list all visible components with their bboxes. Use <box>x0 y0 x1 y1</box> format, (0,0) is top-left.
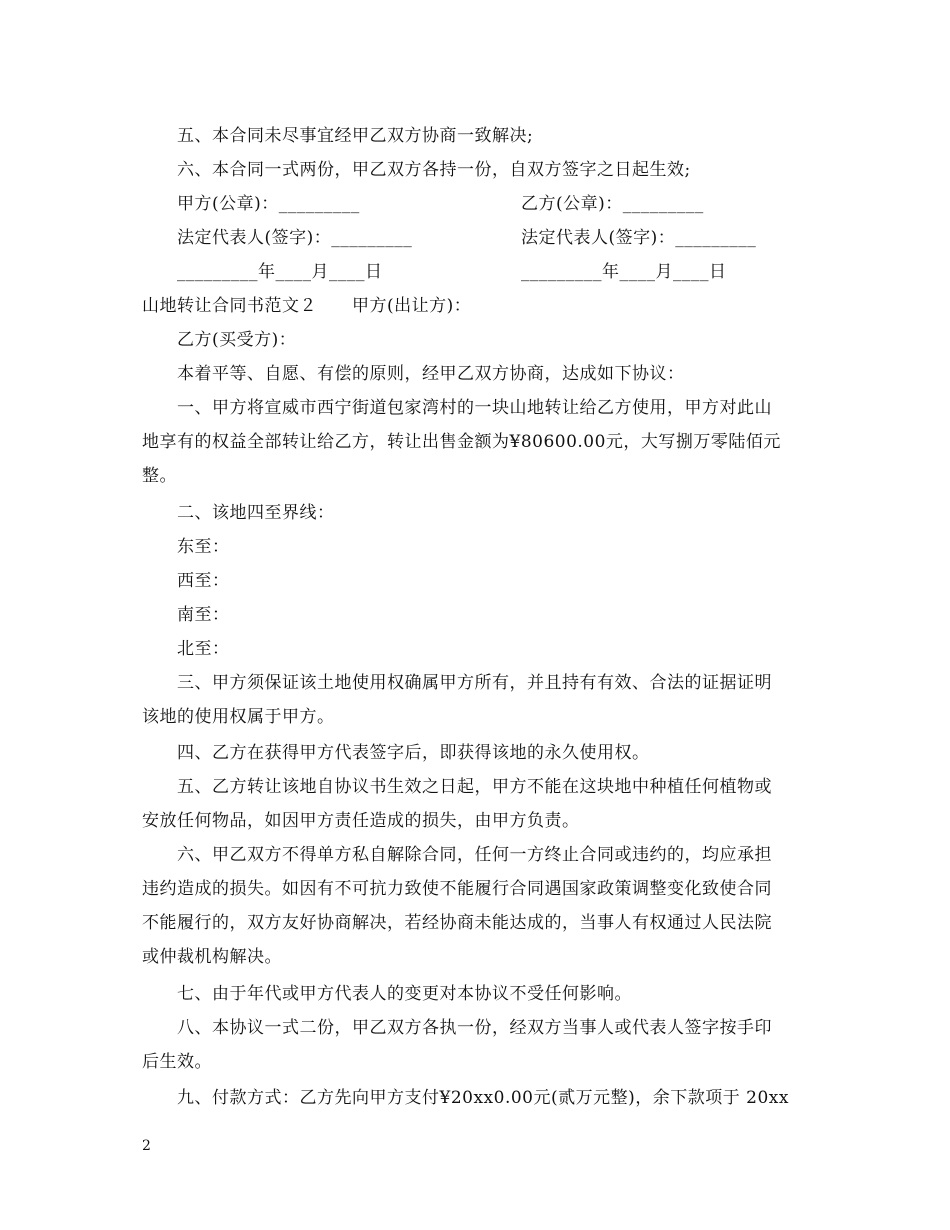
party-b-representative: 法定代表人(签字)：_________ <box>521 228 757 248</box>
article-4: 四、乙方在获得甲方代表签字后，即获得该地的永久使用权。 <box>177 743 650 763</box>
article-8-line-1: 八、本协议一式二份，甲乙双方各执一份，经双方当事人或代表人签字按手印 <box>177 1018 772 1038</box>
boundary-north: 北至： <box>177 639 230 659</box>
party-b-seal: 乙方(公章)：_________ <box>521 194 704 214</box>
boundary-south: 南至： <box>177 605 230 625</box>
article-7: 七、由于年代或甲方代表人的变更对本协议不受任何影响。 <box>177 984 632 1004</box>
article-1-line-3: 整。 <box>142 466 177 486</box>
article-3-line-1: 三、甲方须保证该土地使用权确属甲方所有，并且持有有效、合法的证据证明 <box>177 673 772 693</box>
article-5-line-2: 安放任何物品，如因甲方责任造成的损失，由甲方负责。 <box>142 811 580 831</box>
article-6-line-2: 违约造成的损失。如因有不可抗力致使不能履行合同遇国家政策调整变化致使合同 <box>142 879 772 899</box>
article-2: 二、该地四至界线： <box>177 503 335 523</box>
boundary-east: 东至： <box>177 537 230 557</box>
party-a-seal: 甲方(公章)：_________ <box>177 194 360 214</box>
boundary-west: 西至： <box>177 571 230 591</box>
article-1-line-2: 地享有的权益全部转让给乙方，转让出售金额为¥80600.00元，大写捌万零陆佰元 <box>142 432 781 452</box>
article-5-line-1: 五、乙方转让该地自协议书生效之日起，甲方不能在这块地中种植任何植物或 <box>177 777 772 797</box>
party-a-representative: 法定代表人(签字)：_________ <box>177 228 413 248</box>
section-title: 山地转让合同书范文２ 甲方(出让方)： <box>142 296 472 316</box>
article-3-line-2: 该地的使用权属于甲方。 <box>142 707 335 727</box>
preamble: 本着平等、自愿、有偿的原则，经甲乙双方协商，达成如下协议： <box>177 364 685 384</box>
article-6-line-1: 六、甲乙双方不得单方私自解除合同，任何一方终止合同或违约的，均应承担 <box>177 845 772 865</box>
article-1-line-1: 一、甲方将宣威市西宁街道包家湾村的一块山地转让给乙方使用，甲方对此山 <box>177 398 772 418</box>
clause-5: 五、本合同未尽事宜经甲乙双方协商一致解决; <box>177 126 534 146</box>
article-9-line-1: 九、付款方式：乙方先向甲方支付¥20xx0.00元(贰万元整)，余下款项于 20xx <box>177 1088 789 1108</box>
party-a-date: _________年____月____日 <box>177 262 383 282</box>
article-6-line-3: 不能履行的，双方友好协商解决，若经协商未能达成的，当事人有权通过人民法院 <box>142 913 772 933</box>
page-number: 2 <box>142 1138 151 1154</box>
party-b-buyer: 乙方(买受方)： <box>177 330 297 350</box>
clause-6: 六、本合同一式两份，甲乙双方各持一份，自双方签字之日起生效; <box>177 160 691 180</box>
party-b-date: _________年____月____日 <box>521 262 727 282</box>
article-8-line-2: 后生效。 <box>142 1052 212 1072</box>
article-6-line-4: 或仲裁机构解决。 <box>142 947 282 967</box>
